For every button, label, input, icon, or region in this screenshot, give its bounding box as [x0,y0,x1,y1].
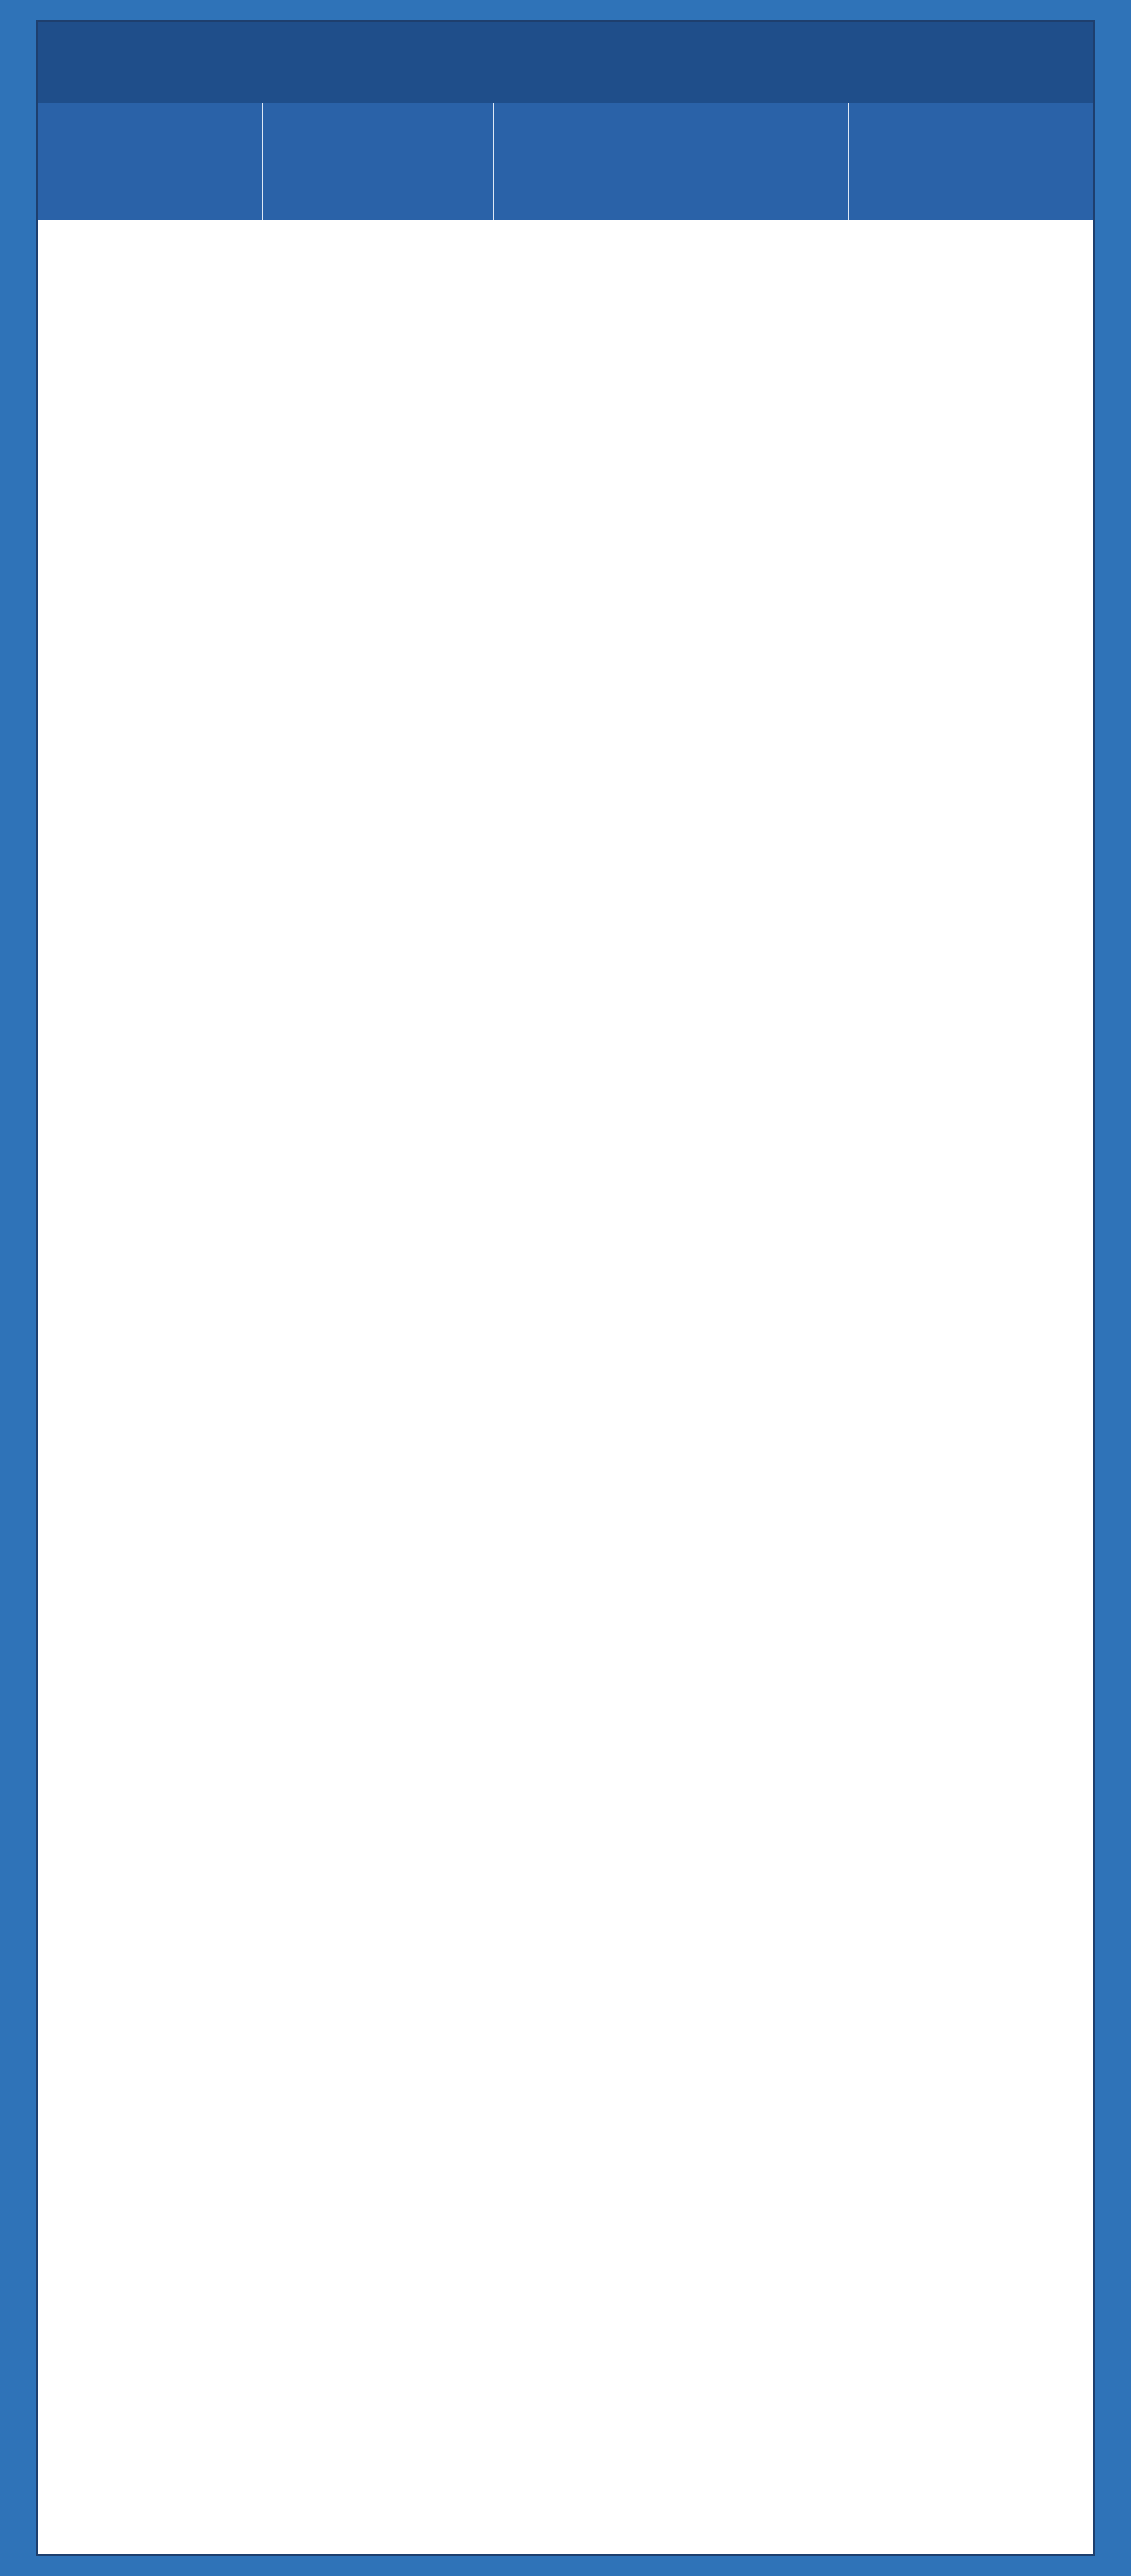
header-person [263,103,494,220]
header-category [38,103,263,220]
header-location [494,103,849,220]
header-condition [849,103,1093,220]
table-header [38,103,1093,220]
page-title [38,22,1093,103]
page-frame [36,20,1095,2556]
